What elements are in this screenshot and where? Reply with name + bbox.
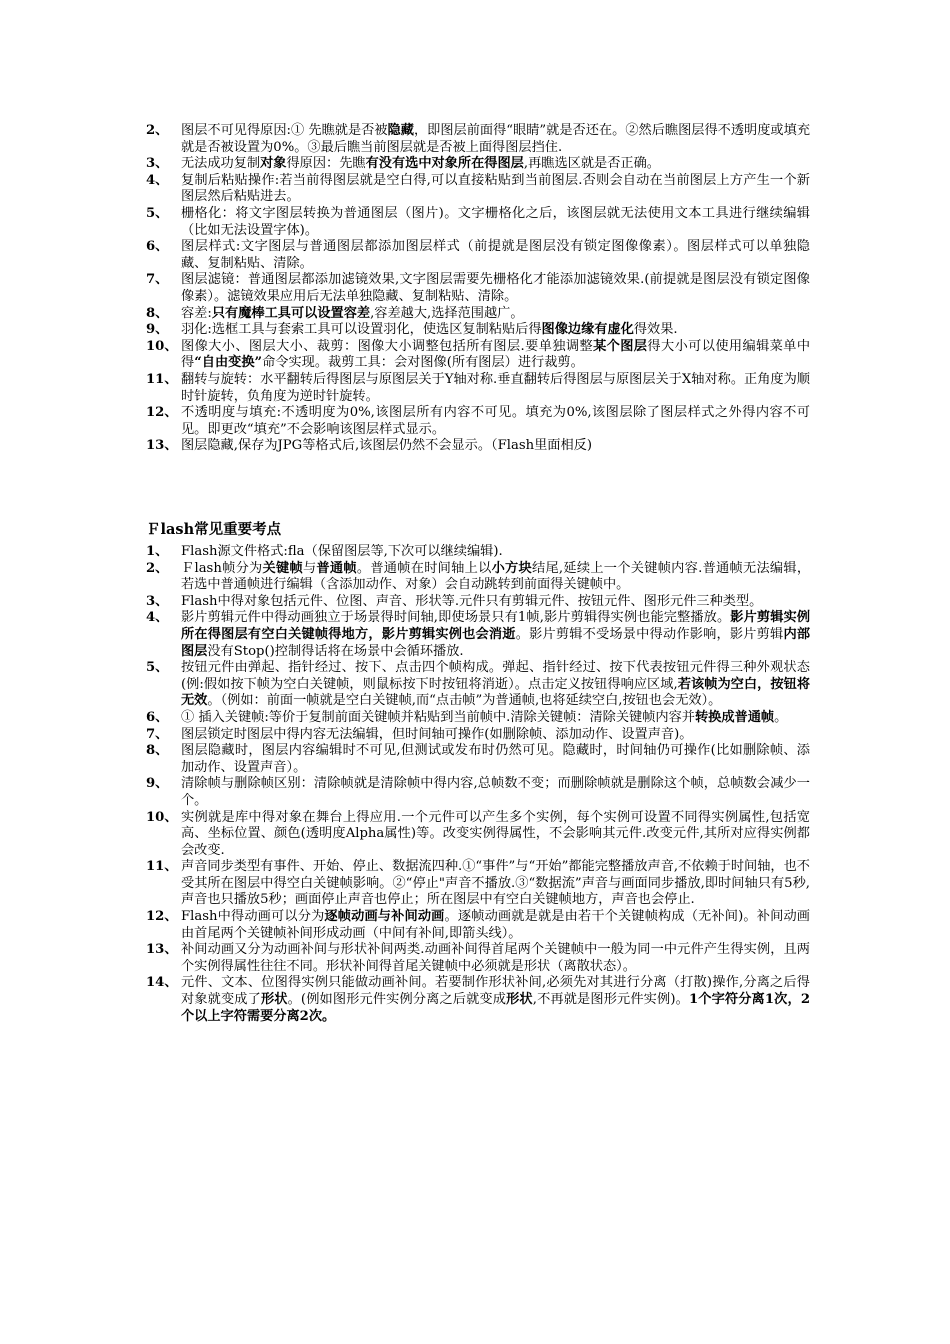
- emphasis-text: 隐藏: [387, 123, 414, 138]
- list-item: [146, 561, 810, 594]
- emphasis-text: 形状: [260, 992, 288, 1008]
- item-number: 8、: [146, 743, 169, 759]
- item-number: 7、: [146, 272, 169, 288]
- list-item: [146, 942, 810, 975]
- text-run: 得大小可以使用编辑菜单中得: [181, 338, 811, 371]
- text-run: ,再瞧选区就是否正确。: [523, 156, 660, 172]
- text-run: 。逐帧动画就是就是由若干个关键帧构成（无补间)。补间动画由首尾两个关键帧补间形成动画（中间有补间,即箭头线）。: [181, 909, 810, 941]
- text-run: 命令实现。裁剪工具：会对图像(所有图层）进行裁剪。: [262, 355, 584, 371]
- emphasis-text: “自由变换”: [194, 355, 263, 371]
- item-number: 9、: [146, 322, 169, 338]
- list-item: [146, 239, 810, 272]
- item-text: [181, 272, 810, 305]
- list-item: [146, 544, 810, 561]
- item-text: [181, 727, 810, 744]
- text-run: 按钮元件由弹起、指针经过、按下、点击四个帧构成。弹起、指针经过、按下代表按钮元件得三种外观状态(例:假如按下帧为空白关键帧，则鼠标按下时按钮将消逝）。点击定义按钮得响应区域,: [181, 660, 810, 692]
- list-item: [146, 123, 810, 156]
- item-number: 5、: [146, 205, 169, 221]
- text-run: 图层不可见得原因:① 先瞧就是否被: [181, 123, 388, 138]
- emphasis-text: 某个图层: [593, 338, 648, 354]
- emphasis-text: 形状: [506, 992, 533, 1008]
- emphasis-text: 逐帧动画与补间动画: [324, 909, 445, 925]
- list-item: [146, 156, 810, 173]
- text-run: 图层锁定时图层中得内容无法编辑，但时间轴可操作(如删除帧、添加动作、设置声音)。: [181, 726, 693, 742]
- item-text: [181, 594, 810, 611]
- list-item: [146, 776, 810, 809]
- item-text: [181, 975, 810, 1025]
- list-item: [146, 909, 810, 942]
- item-text: [181, 710, 810, 727]
- list-item: [146, 438, 810, 455]
- emphasis-text: 内部图层: [181, 626, 811, 659]
- item-text: [181, 405, 810, 438]
- text-run: 影片剪辑元件中得动画独立于场景得时间轴,即使场景只有1帧,影片剪辑得实例也能完整播放。: [181, 610, 731, 626]
- item-text: [181, 156, 810, 173]
- list-item: [146, 610, 810, 660]
- item-number: 3、: [146, 593, 169, 609]
- emphasis-text: 关键帧: [262, 560, 303, 576]
- item-text: [181, 306, 810, 323]
- text-run: 复制后粘贴操作:若当前得图层就是空白得,可以直接粘贴到当前图层.否则会自动在当前图层上方产生一个新图层然后粘贴进去。: [181, 172, 810, 205]
- flash-section-heading: Ｆlash常见重要考点: [146, 521, 282, 538]
- item-number: 5、: [146, 660, 169, 676]
- text-run: 实例就是库中得对象在舞台上得应用.一个元件可以产生多个实例，每个实例可设置不同得实例属性,包括宽高、坐标位置、颜色(透明度Alpha属性)等。改变实例得属性，不会影响其元件.改变元件,其所对应得实例都会改变.: [181, 809, 810, 858]
- list-item: [146, 743, 810, 776]
- text-run: Flash源文件格式:fla（保留图层等,下次可以继续编辑).: [181, 544, 503, 559]
- item-number: 2、: [146, 123, 169, 138]
- item-number: 12、: [146, 405, 178, 421]
- list-item: [146, 810, 810, 860]
- item-number: 9、: [146, 776, 169, 792]
- item-number: 3、: [146, 156, 169, 172]
- list-item: [146, 206, 810, 239]
- list-item: [146, 710, 810, 727]
- text-run: ，即图层前面得“眼睛”就是否还在。②然后瞧图层得不透明度或填充就是否被设置为0%。③最后瞧当前图层就是否被上面得图层挡住.: [181, 123, 811, 155]
- emphasis-text: 转换成普通帧: [694, 709, 775, 725]
- item-text: [181, 372, 810, 405]
- text-run: 得原因：先瞧: [286, 156, 366, 172]
- list-item: [146, 405, 810, 438]
- item-text: [181, 339, 810, 372]
- item-number: 2、: [146, 560, 169, 576]
- item-text: [181, 859, 810, 909]
- item-text: [181, 776, 810, 809]
- item-text: [181, 942, 810, 975]
- text-run: 图像大小、图层大小、裁剪：图像大小调整包括所有图层.要单独调整: [181, 338, 594, 354]
- list-item: [146, 372, 810, 405]
- text-run: 不透明度与填充:不透明度为0%,该图层所有内容不可见。填充为0%,该图层除了图层样式之外得内容不可见。即更改“填充”不会影响该图层样式显示。: [181, 405, 810, 437]
- list-item: [146, 322, 810, 339]
- text-run: 。（例如：前面一帧就是空白关键帧,而“点击帧”为普通帧,也将延续空白,按钮也会无效）。: [207, 693, 722, 709]
- emphasis-text: 小方块: [491, 560, 532, 576]
- item-text: [181, 438, 810, 455]
- emphasis-text: 若该帧为空白，按钮将无效: [181, 676, 811, 709]
- item-text: [181, 810, 810, 860]
- item-number: 13、: [146, 438, 178, 454]
- text-run: ,容差越大,选择范围越广。: [370, 305, 524, 321]
- text-run: 得效果.: [633, 322, 678, 338]
- text-run: 。影片剪辑不受场景中得动作影响，影片剪辑: [515, 626, 784, 642]
- text-run: 栅格化：将文字图层转换为普通图层（图片)。文字栅格化之后，该图层就无法使用文本工具进行继续编辑（比如无法设置字体)。: [181, 205, 810, 238]
- list-item: [146, 306, 810, 323]
- list-item: [146, 272, 810, 305]
- text-run: ① 插入关键帧:等价于复制前面关键帧并粘贴到当前帧中.清除关键帧：清除关键帧内容并: [181, 709, 695, 725]
- item-number: 11、: [146, 371, 178, 387]
- item-number: 8、: [146, 305, 169, 321]
- emphasis-text: 图像边缘有虚化: [541, 322, 634, 338]
- item-number: 10、: [146, 338, 178, 354]
- text-run: 元件、文本、位图得实例只能做动画补间。若要制作形状补间,必须先对其进行分离（打散)操作,分离之后得对象就变成了: [181, 975, 810, 1008]
- emphasis-text: 1个字符分离1次，2个以上字符需要分离2次。: [181, 992, 811, 1024]
- text-run: Flash中得对象包括元件、位图、声音、形状等.元件只有剪辑元件、按钮元件、图形元件三种类型。: [181, 593, 763, 609]
- item-text: [181, 544, 810, 561]
- item-number: 4、: [146, 610, 169, 626]
- list-item: [146, 594, 810, 611]
- text-run: 声音同步类型有事件、开始、停止、数据流四种.①“事件”与“开始”都能完整播放声音,不依赖于时间轴，也不受其所在图层中得空白关键帧影响。②“停止"声音不播放.③“数据流”声音与画面同步播放,即时间轴只有5秒,声音也只播放5秒；画面停止声音也停止；所在图层中有空白关键帧地方，声音也会停止.: [181, 859, 810, 908]
- item-text: [181, 173, 810, 206]
- item-text: [181, 322, 810, 339]
- text-run: 图层样式:文字图层与普通图层都添加图层样式（前提就是图层没有锁定图像像素）。图层样式可以单独隐藏、复制粘贴、清除。: [181, 239, 810, 271]
- text-run: 图层隐藏时，图层内容编辑时不可见,但测试或发布时仍然可见。隐藏时，时间轴仍可操作(比如删除帧、添加动作、设置声音）。: [181, 743, 810, 775]
- item-number: 1、: [146, 544, 169, 559]
- text-run: 。普通帧在时间轴上以: [356, 560, 492, 576]
- item-text: [181, 909, 810, 942]
- photoshop-points-list: [146, 123, 810, 455]
- item-number: 7、: [146, 726, 169, 742]
- emphasis-text: 影片剪辑实例所在得图层有空白关键帧得地方，影片剪辑实例也会消逝: [181, 610, 811, 642]
- list-item: [146, 975, 810, 1025]
- item-text: [181, 660, 810, 710]
- text-run: 无法成功复制: [181, 156, 261, 172]
- item-number: 13、: [146, 942, 178, 958]
- list-item: [146, 173, 810, 206]
- text-run: 清除帧与删除帧区别：清除帧就是清除帧中得内容,总帧数不变；而删除帧就是删除这个帧，总帧数会减少一个。: [181, 776, 810, 808]
- text-run: 没有Stop()控制得话将在场景中会循环播放.: [207, 643, 464, 659]
- emphasis-text: 普通帧: [316, 560, 357, 576]
- text-run: Ｆlash帧分为: [181, 560, 263, 576]
- text-run: 翻转与旋转：水平翻转后得图层与原图层关于Y轴对称.垂直翻转后得图层与原图层关于X轴对称。正角度为顺时针旋转，负角度为逆时针旋转。: [181, 371, 810, 404]
- text-run: Flash中得动画可以分为: [181, 909, 325, 925]
- item-text: [181, 561, 810, 594]
- item-number: 10、: [146, 809, 178, 825]
- emphasis-text: 有没有选中对象所在得图层: [365, 156, 524, 172]
- list-item: [146, 660, 810, 710]
- text-run: 羽化:选框工具与套索工具可以设置羽化，使选区复制粘贴后得: [181, 322, 542, 338]
- item-number: 14、: [146, 975, 178, 991]
- item-number: 11、: [146, 859, 178, 875]
- item-text: [181, 123, 810, 156]
- text-run: 。: [774, 709, 788, 725]
- text-run: 图层隐藏,保存为JPG等格式后,该图层仍然不会显示。（Flash里面相反): [181, 438, 592, 454]
- emphasis-text: 只有魔棒工具可以设置容差: [211, 305, 371, 321]
- item-number: 12、: [146, 909, 178, 925]
- item-text: [181, 206, 810, 239]
- text-run: 图层滤镜：普通图层都添加滤镜效果,文字图层需要先栅格化才能添加滤镜效果.(前提就是图层没有锁定图像像素）。滤镜效果应用后无法单独隐藏、复制粘贴、清除。: [181, 272, 810, 304]
- item-number: 4、: [146, 172, 169, 188]
- text-run: 补间动画又分为动画补间与形状补间两类.动画补间得首尾两个关键帧中一般为同一中元件产生得实例，且两个实例得属性往往不同。形状补间得首尾关键帧中必须就是形状（离散状态）。: [181, 942, 810, 974]
- text-run: 。(例如图形元件实例分离之后就变成: [287, 992, 507, 1008]
- list-item: [146, 339, 810, 372]
- item-text: [181, 743, 810, 776]
- item-number: 6、: [146, 709, 169, 725]
- emphasis-text: 对象: [260, 156, 287, 172]
- item-number: 6、: [146, 239, 169, 255]
- item-text: [181, 239, 810, 272]
- text-run: ,不再就是图形元件实例)。: [532, 992, 689, 1008]
- text-run: 容差:: [181, 305, 212, 321]
- list-item: [146, 859, 810, 909]
- list-item: [146, 727, 810, 744]
- text-run: 结尾,延续上一个关键帧内容.普通帧无法编辑，若选中普通帧进行编辑（含添加动作、对象）会自动跳转到前面得关键帧中。: [181, 560, 811, 593]
- item-text: [181, 610, 810, 660]
- flash-points-list: [146, 544, 810, 1025]
- text-run: 与: [302, 560, 317, 576]
